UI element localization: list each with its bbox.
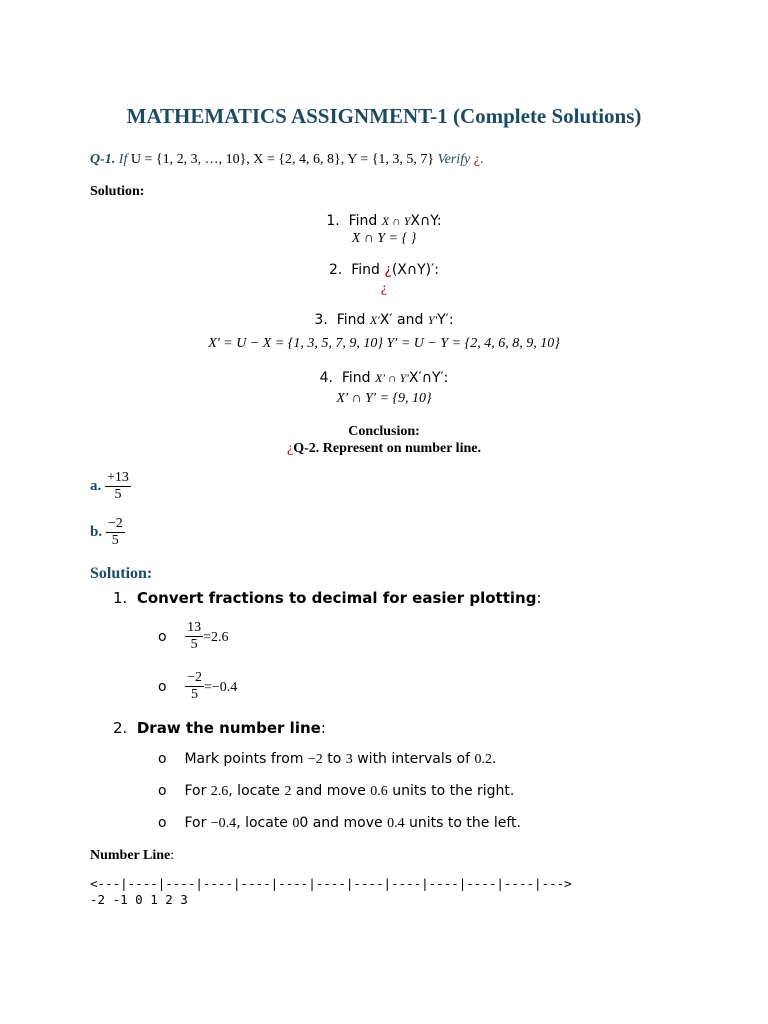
step-number: 4. bbox=[319, 370, 333, 386]
part-label: a. bbox=[90, 477, 102, 494]
fraction-denominator: 5 bbox=[191, 687, 199, 702]
bullet: o bbox=[158, 629, 167, 645]
fraction bbox=[185, 670, 204, 703]
step-text: Find bbox=[336, 312, 366, 328]
question-1-label: Q-1. bbox=[90, 152, 116, 167]
step-number: 2. bbox=[113, 719, 128, 737]
number-line-ascii: <---|----|----|----|----|----|----|----|----|----|----|----|---> bbox=[90, 876, 572, 891]
fraction bbox=[105, 470, 131, 503]
step-plain: X∩Y: bbox=[410, 213, 442, 229]
step-tail: : bbox=[536, 589, 542, 607]
text-run: , locate bbox=[236, 815, 293, 831]
step-plain: X′∩Y′: bbox=[408, 370, 449, 386]
number-line-instruction bbox=[158, 783, 514, 800]
math-value: 0.2 bbox=[474, 752, 492, 767]
part-a bbox=[90, 470, 131, 503]
text-run: . bbox=[491, 751, 497, 767]
math-value: 2.6 bbox=[210, 784, 229, 799]
number-line-instruction bbox=[158, 815, 521, 832]
fraction-denominator: 5 bbox=[114, 487, 122, 502]
step-number: 3. bbox=[314, 312, 328, 328]
step-number: 1. bbox=[113, 589, 128, 607]
page-title: MATHEMATICS ASSIGNMENT-1 (Complete Solutions) bbox=[126, 104, 642, 128]
fraction bbox=[185, 620, 203, 653]
math-value: −2 bbox=[307, 752, 323, 767]
step-plain: (X∩Y)′: bbox=[391, 262, 440, 278]
step-bold-text: Draw the number line bbox=[136, 719, 321, 737]
step-tail: : bbox=[320, 719, 326, 737]
step-1-result: X ∩ Y = { } bbox=[351, 231, 417, 246]
solution-step-1 bbox=[113, 589, 542, 607]
step-math: Y′ bbox=[427, 313, 438, 327]
part-label: b. bbox=[90, 523, 103, 540]
solution-2-heading: Solution: bbox=[90, 565, 153, 582]
bullet: o bbox=[158, 783, 167, 799]
number-line-colon: : bbox=[170, 848, 175, 863]
fraction-denominator: 5 bbox=[190, 637, 198, 652]
step-number: 2. bbox=[328, 262, 343, 278]
step-2-result: ¿ bbox=[380, 281, 388, 296]
text-run: to bbox=[322, 751, 346, 767]
conversion-2 bbox=[158, 670, 237, 703]
conversion-result: =2.6 bbox=[203, 630, 229, 645]
text-run: For bbox=[184, 783, 211, 799]
step-4-result: X′ ∩ Y′ = {9, 10} bbox=[336, 391, 432, 406]
step-3-result: X′ = U − X = {1, 3, 5, 7, 9, 10} Y′ = U − Y = {2, 4, 6, 8, 9, 10} bbox=[208, 336, 560, 351]
step-math: X ∩ Y bbox=[381, 214, 411, 228]
question-1 bbox=[90, 152, 484, 168]
bullet: o bbox=[158, 751, 167, 767]
text-run: with intervals of bbox=[352, 751, 475, 767]
conclusion-heading: Conclusion: bbox=[348, 424, 420, 439]
step-text: Find bbox=[348, 213, 378, 229]
math-value: 0.4 bbox=[387, 816, 405, 831]
step-math: X′ ∩ Y′ bbox=[375, 371, 409, 385]
text-run: For bbox=[184, 815, 211, 831]
text-run: , locate bbox=[228, 783, 285, 799]
solution-step-2 bbox=[113, 719, 326, 737]
question-1-if: If bbox=[118, 152, 128, 167]
step-1 bbox=[0, 213, 768, 229]
question-1-sets: U = {1, 2, 3, …, 10}, X = {2, 4, 6, 8}, Y = {1, 3, 5, 7} bbox=[130, 152, 435, 167]
part-b bbox=[90, 516, 125, 549]
math-value: 2 bbox=[284, 784, 292, 799]
fraction-numerator: −2 bbox=[107, 516, 123, 531]
math-value: −0.4 bbox=[210, 816, 237, 831]
step-3 bbox=[0, 312, 768, 328]
text-run: units to the left. bbox=[404, 815, 521, 831]
unrendered-glyph: ¿ bbox=[287, 441, 294, 456]
step-text: Find bbox=[341, 370, 371, 386]
unrendered-glyph: ¿ bbox=[384, 262, 392, 278]
bullet: o bbox=[158, 815, 167, 831]
step-4 bbox=[0, 370, 768, 386]
number-line-ticks: -2 -1 0 1 2 3 bbox=[90, 892, 188, 907]
conversion-result: =−0.4 bbox=[204, 680, 238, 695]
text-run: units to the right. bbox=[387, 783, 515, 799]
question-1-verify: Verify bbox=[437, 152, 471, 167]
math-value: 0.6 bbox=[370, 784, 388, 799]
step-bold-text: Convert fractions to decimal for easier plotting bbox=[136, 589, 537, 607]
question-1-period: . bbox=[480, 152, 484, 167]
step-2 bbox=[0, 262, 768, 278]
step-number: 1. bbox=[326, 213, 340, 229]
fraction-denominator: 5 bbox=[111, 533, 119, 548]
number-line-label-text: Number Line bbox=[90, 848, 171, 863]
text-run: and move bbox=[291, 783, 371, 799]
step-text: Find bbox=[351, 262, 380, 278]
conversion-1 bbox=[158, 620, 229, 653]
fraction-numerator: +13 bbox=[107, 470, 129, 485]
fraction bbox=[106, 516, 125, 549]
unrendered-glyph: ¿ bbox=[473, 152, 481, 167]
number-line-label bbox=[90, 848, 174, 864]
text-run: 0 and move bbox=[299, 815, 388, 831]
solution-1-heading: Solution: bbox=[90, 184, 145, 199]
math-value: 0 bbox=[292, 816, 300, 831]
number-line-instruction bbox=[158, 751, 496, 768]
step-math: X′ bbox=[369, 313, 380, 327]
bullet: o bbox=[158, 679, 167, 695]
text-run: Mark points from bbox=[184, 751, 308, 767]
question-2 bbox=[0, 441, 768, 457]
math-value: 3 bbox=[345, 752, 353, 767]
question-2-text: Q-2. Represent on number line. bbox=[293, 441, 481, 456]
step-plain: X′ and bbox=[379, 312, 424, 328]
fraction-numerator: 13 bbox=[187, 620, 202, 635]
step-plain: Y′: bbox=[437, 312, 454, 328]
fraction-numerator: −2 bbox=[187, 670, 202, 685]
